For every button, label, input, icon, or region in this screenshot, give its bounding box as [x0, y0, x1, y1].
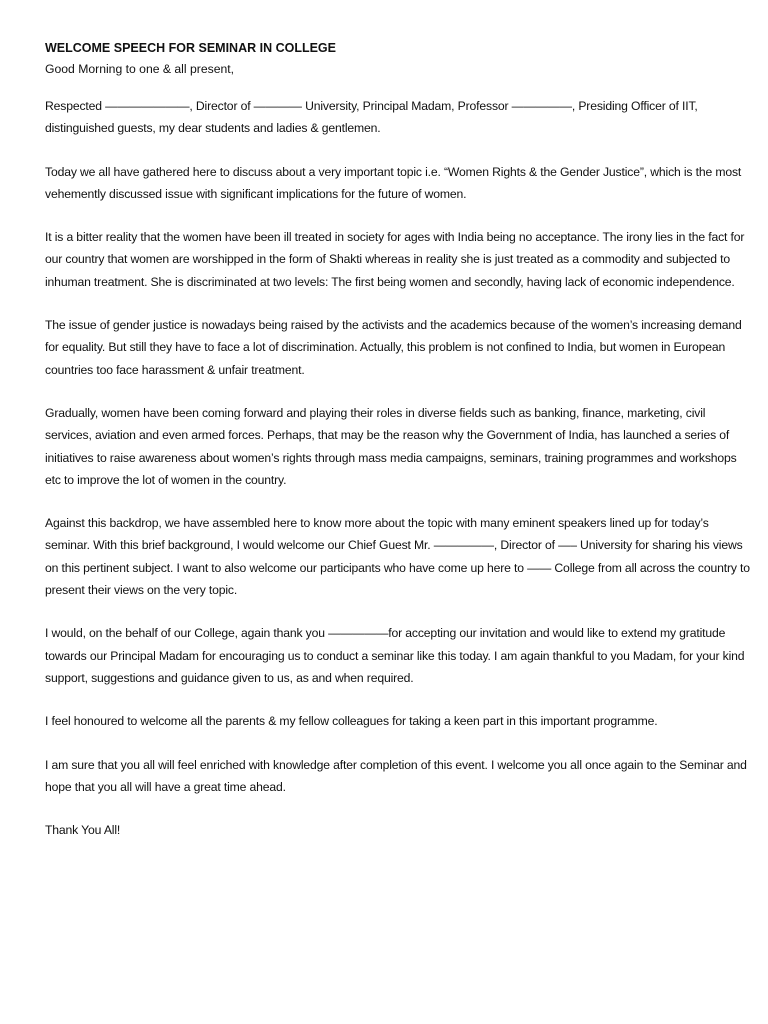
paragraph-salutation: [45, 95, 728, 140]
document-title: WELCOME SPEECH FOR SEMINAR IN COLLEGE: [45, 41, 336, 55]
paragraph-progress: [45, 402, 737, 491]
paragraph-line: etc to improve the lot of women in the country.: [45, 472, 287, 487]
paragraph-line: Thank You All!: [45, 823, 121, 838]
paragraph-line: I would, on the behalf of our College, again thank you —————for accepting our invitation and would like to extend my gratitude: [45, 626, 726, 641]
paragraph-line: seminar. With this brief background, I would welcome our Chief Guest Mr. —————, Director of —– University for sharing his views: [45, 538, 743, 553]
paragraph-closing: [45, 819, 728, 841]
paragraph-topic: [45, 161, 742, 206]
paragraph-line: countries too face harassment & unfair treatment.: [45, 362, 305, 377]
paragraph-backdrop: [45, 512, 750, 601]
paragraph-line: initiatives to raise awareness about women’s rights through mass media campaigns, seminars, training programmes and workshops: [45, 450, 737, 465]
paragraph-line: The issue of gender justice is nowadays being raised by the activists and the academics because of the women’s increasing demand: [45, 318, 742, 333]
paragraph-line: present their views on the very topic.: [45, 583, 238, 598]
paragraph-enriched: [45, 754, 747, 799]
paragraph-line: Respected ———————, Director of ———— University, Principal Madam, Professor —————, Presiding Officer of IIT,: [45, 99, 698, 113]
paragraph-line: I feel honoured to welcome all the parents & my fellow colleagues for taking a keen part in this important programme.: [45, 714, 658, 729]
paragraph-line: our country that women are worshipped in the form of Shakti whereas in reality she is just treated as a commodity and subjected to: [45, 252, 731, 267]
paragraph-line: towards our Principal Madam for encouraging us to conduct a seminar like this today. I am again thankful to you Madam, for your kind: [45, 648, 745, 663]
paragraph-line: It is a bitter reality that the women have been ill treated in society for ages with India being no acceptance. The irony lies in the fact for: [45, 230, 745, 245]
paragraph-line: vehemently discussed issue with significant implications for the future of women.: [45, 186, 467, 201]
paragraph-line: inhuman treatment. She is discriminated at two levels: The first being women and secondly, having lack of economic independence.: [45, 274, 735, 289]
paragraph-thanks: [45, 622, 745, 689]
paragraph-line: support, suggestions and guidance given to us, as and when required.: [45, 670, 414, 685]
paragraph-line: for equality. But still they have to face a lot of discrimination. Actually, this problem is not confined to India, but women in European: [45, 340, 726, 355]
paragraph-gender-justice: [45, 314, 742, 381]
paragraph-honoured: [45, 710, 728, 732]
paragraph-line: distinguished guests, my dear students and ladies & gentlemen.: [45, 121, 381, 136]
paragraph-line: services, aviation and even armed forces. Perhaps, that may be the reason why the Government of India, has launched a series of: [45, 428, 730, 443]
paragraph-line: on this pertinent subject. I want to also welcome our participants who have come up here to —— College from all across the country to: [45, 560, 750, 575]
paragraph-reality: [45, 226, 745, 293]
paragraph-line: Gradually, women have been coming forward and playing their roles in diverse fields such as banking, finance, marketing, civil: [45, 405, 706, 420]
paragraph-line: I am sure that you all will feel enriched with knowledge after completion of this event. I welcome you all once again to the Seminar and: [45, 757, 747, 772]
paragraph-line: Today we all have gathered here to discuss about a very important topic i.e. “Women Rights & the Gender Justice”, which is the most: [45, 164, 742, 179]
greeting: Good Morning to one & all present,: [45, 62, 235, 76]
paragraph-line: Against this backdrop, we have assembled here to know more about the topic with many eminent speakers lined up for today’s: [45, 516, 709, 531]
paragraph-line: hope that you all will have a great time ahead.: [45, 779, 286, 794]
